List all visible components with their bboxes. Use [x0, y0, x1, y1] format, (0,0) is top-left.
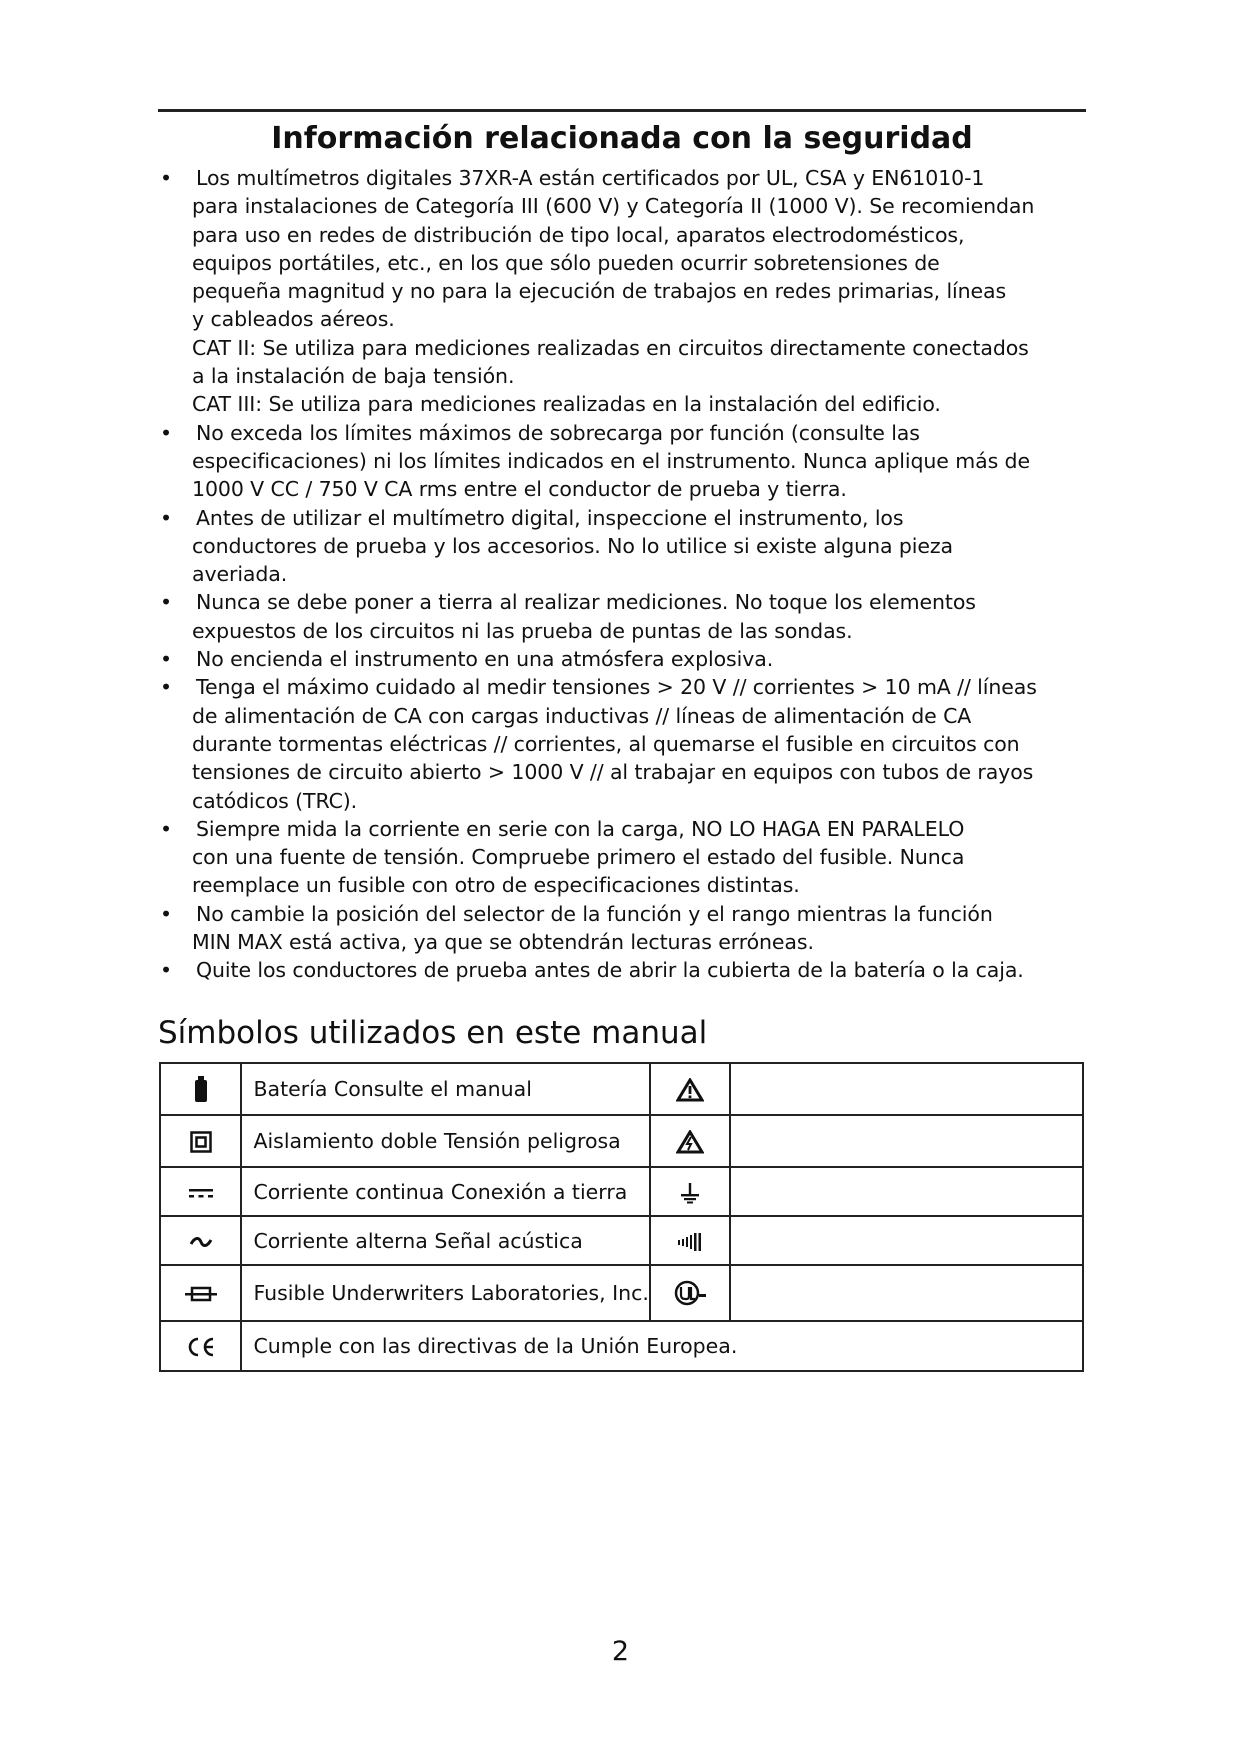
bullet-item	[158, 588, 1098, 645]
dc-icon	[160, 1167, 241, 1216]
symbol-text: Fusible Underwriters Laboratories, Inc.	[241, 1265, 649, 1321]
warning-triangle-icon	[650, 1063, 730, 1115]
bullet-item	[158, 956, 1098, 984]
bullet-line: Los multímetros digitales 37XR-A están certificados por UL, CSA y EN61010-1	[196, 166, 985, 190]
bullet-marker: •	[160, 675, 172, 700]
empty-cell	[730, 1167, 1083, 1216]
bullet-line: y cableados aéreos.	[192, 307, 395, 332]
bullet-line: No cambie la posición del selector de la función y el rango mientras la función	[196, 901, 993, 926]
symbols-table	[159, 1062, 1084, 1372]
bullet-line: averiada.	[192, 562, 288, 587]
bullet-line: reemplace un fusible con otro de especificaciones distintas.	[192, 873, 800, 898]
bullet-line: equipos portátiles, etc., en los que sólo pueden ocurrir sobretensiones de	[192, 250, 940, 275]
bullet-item	[158, 504, 1098, 589]
bullet-marker: •	[160, 420, 172, 445]
bullet-line: Nunca se debe poner a tierra al realizar mediciones. No toque los elementos	[196, 590, 976, 615]
bullet-line: expuestos de los circuitos ni las prueba de puntas de las sondas.	[192, 618, 853, 643]
symbol-text: Corriente continua Conexión a tierra	[241, 1167, 649, 1216]
top-rule	[158, 109, 1086, 112]
high-voltage-icon	[650, 1115, 730, 1167]
ul-mark-icon	[650, 1265, 730, 1321]
bullet-marker: •	[160, 166, 172, 190]
beeper-icon	[650, 1216, 730, 1265]
bullet-marker: •	[160, 901, 172, 926]
bullet-line: 1000 V CC / 750 V CA rms entre el conductor de prueba y tierra.	[192, 477, 847, 502]
bullet-line: con una fuente de tensión. Compruebe primero el estado del fusible. Nunca	[192, 845, 965, 870]
double-insulation-icon	[160, 1115, 241, 1167]
page-number: 2	[611, 1636, 630, 1667]
empty-cell	[730, 1063, 1083, 1115]
empty-cell	[730, 1265, 1083, 1321]
symbol-row	[160, 1063, 1083, 1115]
battery-icon	[160, 1063, 241, 1115]
empty-cell	[730, 1115, 1083, 1167]
bullet-line: Quite los conductores de prueba antes de abrir la cubierta de la batería o la caja.	[196, 958, 1024, 983]
bullet-line: catódicos (TRC).	[192, 788, 358, 813]
ce-mark-icon	[160, 1321, 241, 1371]
bullet-line: especificaciones) ni los límites indicados en el instrumento. Nunca aplique más de	[192, 448, 1030, 473]
bullet-item	[158, 164, 1098, 419]
ac-icon	[160, 1216, 241, 1265]
bullet-item	[158, 900, 1098, 957]
bullet-marker: •	[160, 816, 172, 841]
page-title: Información relacionada con la seguridad	[271, 121, 973, 156]
bullet-item	[158, 419, 1098, 504]
bullet-marker: •	[160, 505, 172, 530]
bullet-line: pequeña magnitud y no para la ejecución de trabajos en redes primarias, líneas	[192, 279, 1007, 304]
bullet-line: Siempre mida la corriente en serie con la carga, NO LO HAGA EN PARALELO	[196, 816, 965, 841]
fuse-icon	[160, 1265, 241, 1321]
bullet-item	[158, 645, 1098, 673]
bullet-line: Antes de utilizar el multímetro digital, inspeccione el instrumento, los	[196, 505, 904, 530]
bullet-line: para uso en redes de distribución de tipo local, aparatos electrodomésticos,	[192, 222, 965, 247]
bullet-line: Tenga el máximo cuidado al medir tensiones > 20 V // corrientes > 10 mA // líneas	[196, 675, 1037, 700]
symbol-text: Corriente alterna Señal acústica	[241, 1216, 649, 1265]
bullet-line: conductores de prueba y los accesorios. No lo utilice si existe alguna pieza	[192, 533, 953, 558]
symbol-row	[160, 1115, 1083, 1167]
symbols-section-title: Símbolos utilizados en este manual	[158, 1015, 708, 1051]
bullet-line: de alimentación de CA con cargas inductivas // líneas de alimentación de CA	[192, 703, 972, 728]
bullet-line: No encienda el instrumento en una atmósfera explosiva.	[196, 647, 774, 672]
ground-icon	[650, 1167, 730, 1216]
bullet-line: tensiones de circuito abierto > 1000 V // al trabajar en equipos con tubos de rayos	[192, 760, 1034, 785]
symbol-text: Batería Consulte el manual	[241, 1063, 649, 1115]
bullet-line: CAT II: Se utiliza para mediciones realizadas en circuitos directamente conectados	[192, 335, 1029, 360]
bullet-line: CAT III: Se utiliza para mediciones realizadas en la instalación del edificio.	[192, 392, 941, 417]
symbol-text: Aislamiento doble Tensión peligrosa	[241, 1115, 649, 1167]
symbol-row	[160, 1216, 1083, 1265]
bullet-line: No exceda los límites máximos de sobrecarga por función (consulte las	[196, 420, 920, 445]
bullet-line: a la instalación de baja tensión.	[192, 364, 515, 389]
bullet-marker: •	[160, 590, 172, 615]
symbol-row	[160, 1321, 1083, 1371]
symbol-row	[160, 1265, 1083, 1321]
bullet-item	[158, 815, 1098, 900]
bullet-item	[158, 673, 1098, 814]
empty-cell	[730, 1216, 1083, 1265]
symbol-row	[160, 1167, 1083, 1216]
safety-bullet-list	[158, 164, 1098, 985]
bullet-marker: •	[160, 958, 172, 983]
bullet-marker: •	[160, 647, 172, 672]
bullet-line: para instalaciones de Categoría III (600 V) y Categoría II (1000 V). Se recomiendan	[192, 194, 1035, 219]
symbol-text: Cumple con las directivas de la Unión Europea.	[241, 1321, 1083, 1371]
bullet-line: durante tormentas eléctricas // corrientes, al quemarse el fusible en circuitos con	[192, 731, 1020, 756]
bullet-line: MIN MAX está activa, ya que se obtendrán lecturas erróneas.	[192, 930, 814, 955]
